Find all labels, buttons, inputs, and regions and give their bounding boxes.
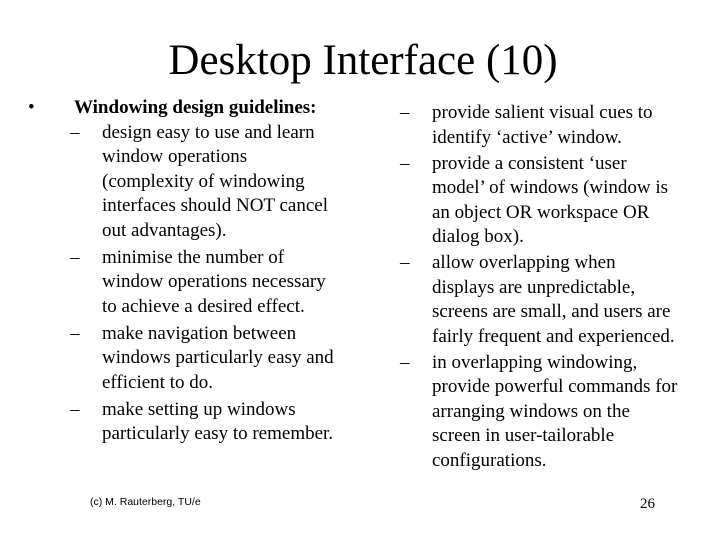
dash-icon: –: [400, 102, 410, 123]
list-item: [28, 246, 364, 320]
list-item: [28, 322, 364, 396]
slide-title: Desktop Interface (10): [168, 37, 558, 84]
list-item: [28, 121, 364, 244]
list-item-line: make navigation between: [102, 322, 297, 344]
bullet-icon: •: [28, 97, 35, 118]
list-item-line: identify ‘active’ window.: [432, 126, 622, 148]
left-column: [28, 96, 364, 449]
list-item: [28, 398, 364, 447]
list-item: [400, 351, 714, 474]
dash-icon: –: [70, 398, 80, 420]
list-item-line: provide powerful commands for: [432, 376, 678, 397]
list-item-line: in overlapping windowing,: [432, 351, 638, 373]
list-item-line: interfaces should NOT cancel: [102, 195, 328, 216]
list-item-line: design easy to use and learn: [102, 121, 315, 143]
dash-icon: –: [400, 252, 410, 273]
list-item-line: fairly frequent and experienced.: [432, 325, 675, 347]
list-item: [400, 101, 714, 150]
list-item-line: displays are unpredictable,: [432, 276, 636, 298]
page-number: 26: [640, 496, 655, 512]
list-item-line: model’ of windows (window is: [432, 177, 669, 198]
list-item-line: window operations: [102, 146, 248, 167]
list-item-line: efficient to do.: [102, 371, 213, 393]
list-item-line: minimise the number of: [102, 246, 285, 268]
bullet-heading: [28, 96, 364, 121]
list-item-line: to achieve a desired effect.: [102, 295, 305, 317]
dash-icon: –: [400, 351, 410, 373]
left-sub-list: [28, 121, 364, 447]
dash-icon: –: [400, 152, 410, 174]
list-item-line: make setting up windows: [102, 398, 296, 420]
list-item: [400, 152, 714, 250]
dash-icon: –: [70, 121, 80, 143]
footer-credit: (c) M. Rauterberg, TU/e: [90, 496, 201, 508]
list-item-line: (complexity of windowing: [102, 170, 305, 192]
right-sub-list: [400, 101, 714, 473]
list-item-line: provide salient visual cues to: [432, 102, 653, 123]
list-item-line: configurations.: [432, 449, 547, 471]
list-item-line: arranging windows on the: [432, 400, 630, 422]
list-item-line: windows particularly easy and: [102, 347, 334, 368]
list-item-line: window operations necessary: [102, 271, 326, 292]
list-item-line: allow overlapping when: [432, 252, 616, 273]
list-item-line: out advantages).: [102, 219, 227, 241]
list-item-line: particularly easy to remember.: [102, 423, 334, 444]
dash-icon: –: [70, 322, 80, 344]
right-column: [400, 101, 714, 475]
list-item-line: screens are small, and users are: [432, 301, 671, 322]
dash-icon: –: [70, 246, 80, 268]
list-item: [400, 251, 714, 349]
list-item-line: an object OR workspace OR: [432, 201, 650, 223]
list-item-line: provide a consistent ‘user: [432, 152, 627, 174]
list-item-line: screen in user-tailorable: [432, 425, 615, 446]
list-item-line: dialog box).: [432, 226, 524, 247]
bullet-heading-text: Windowing design guidelines:: [74, 97, 317, 118]
